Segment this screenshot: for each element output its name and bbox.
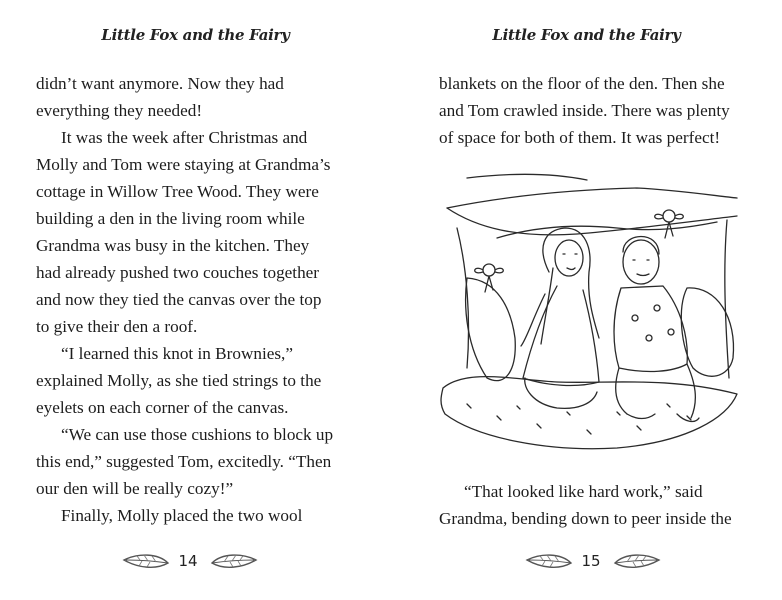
page-number: 14 bbox=[178, 552, 198, 570]
text-line: had already pushed two couches together bbox=[36, 263, 320, 282]
text-line: didn’t want anymore. Now they had bbox=[36, 74, 284, 93]
leaf-icon bbox=[523, 550, 573, 576]
running-head: Little Fox and the Fairy bbox=[101, 26, 290, 44]
leaf-icon bbox=[210, 550, 260, 576]
text-line: Grandma, bending down to peer inside the bbox=[439, 509, 732, 528]
text-line: building a den in the living room while bbox=[36, 209, 305, 228]
right-body-text-top bbox=[439, 70, 769, 151]
text-line: and now they tied the canvas over the top bbox=[36, 290, 322, 309]
page-number: 15 bbox=[581, 552, 601, 570]
left-body-text bbox=[36, 70, 374, 529]
den-illustration bbox=[437, 168, 747, 458]
page-footer bbox=[391, 548, 782, 578]
text-line: Finally, Molly placed the two wool bbox=[61, 506, 303, 525]
text-line: blankets on the floor of the den. Then she bbox=[439, 74, 725, 93]
right-page bbox=[391, 0, 782, 600]
text-line: explained Molly, as she tied strings to the bbox=[36, 371, 322, 390]
text-line: eyelets on each corner of the canvas. bbox=[36, 398, 289, 417]
text-line: “I learned this knot in Brownies,” bbox=[61, 344, 293, 363]
text-line: “That looked like hard work,” said bbox=[464, 482, 703, 501]
text-line: “We can use those cushions to block up bbox=[61, 425, 334, 444]
page-footer bbox=[0, 548, 391, 578]
right-body-text-bottom bbox=[439, 478, 769, 532]
text-line: It was the week after Christmas and bbox=[61, 128, 308, 147]
running-head: Little Fox and the Fairy bbox=[492, 26, 681, 44]
text-line: everything they needed! bbox=[36, 101, 203, 120]
leaf-icon bbox=[613, 550, 663, 576]
text-line: cottage in Willow Tree Wood. They were bbox=[36, 182, 319, 201]
text-line: of space for both of them. It was perfect! bbox=[439, 128, 721, 147]
text-line: our den will be really cozy!” bbox=[36, 479, 234, 498]
text-line: to give their den a roof. bbox=[36, 317, 198, 336]
leaf-icon bbox=[120, 550, 170, 576]
text-line: Grandma was busy in the kitchen. They bbox=[36, 236, 310, 255]
text-line: this end,” suggested Tom, excitedly. “Then bbox=[36, 452, 332, 471]
text-line: Molly and Tom were staying at Grandma’s bbox=[36, 155, 331, 174]
text-line: and Tom crawled inside. There was plenty bbox=[439, 101, 730, 120]
